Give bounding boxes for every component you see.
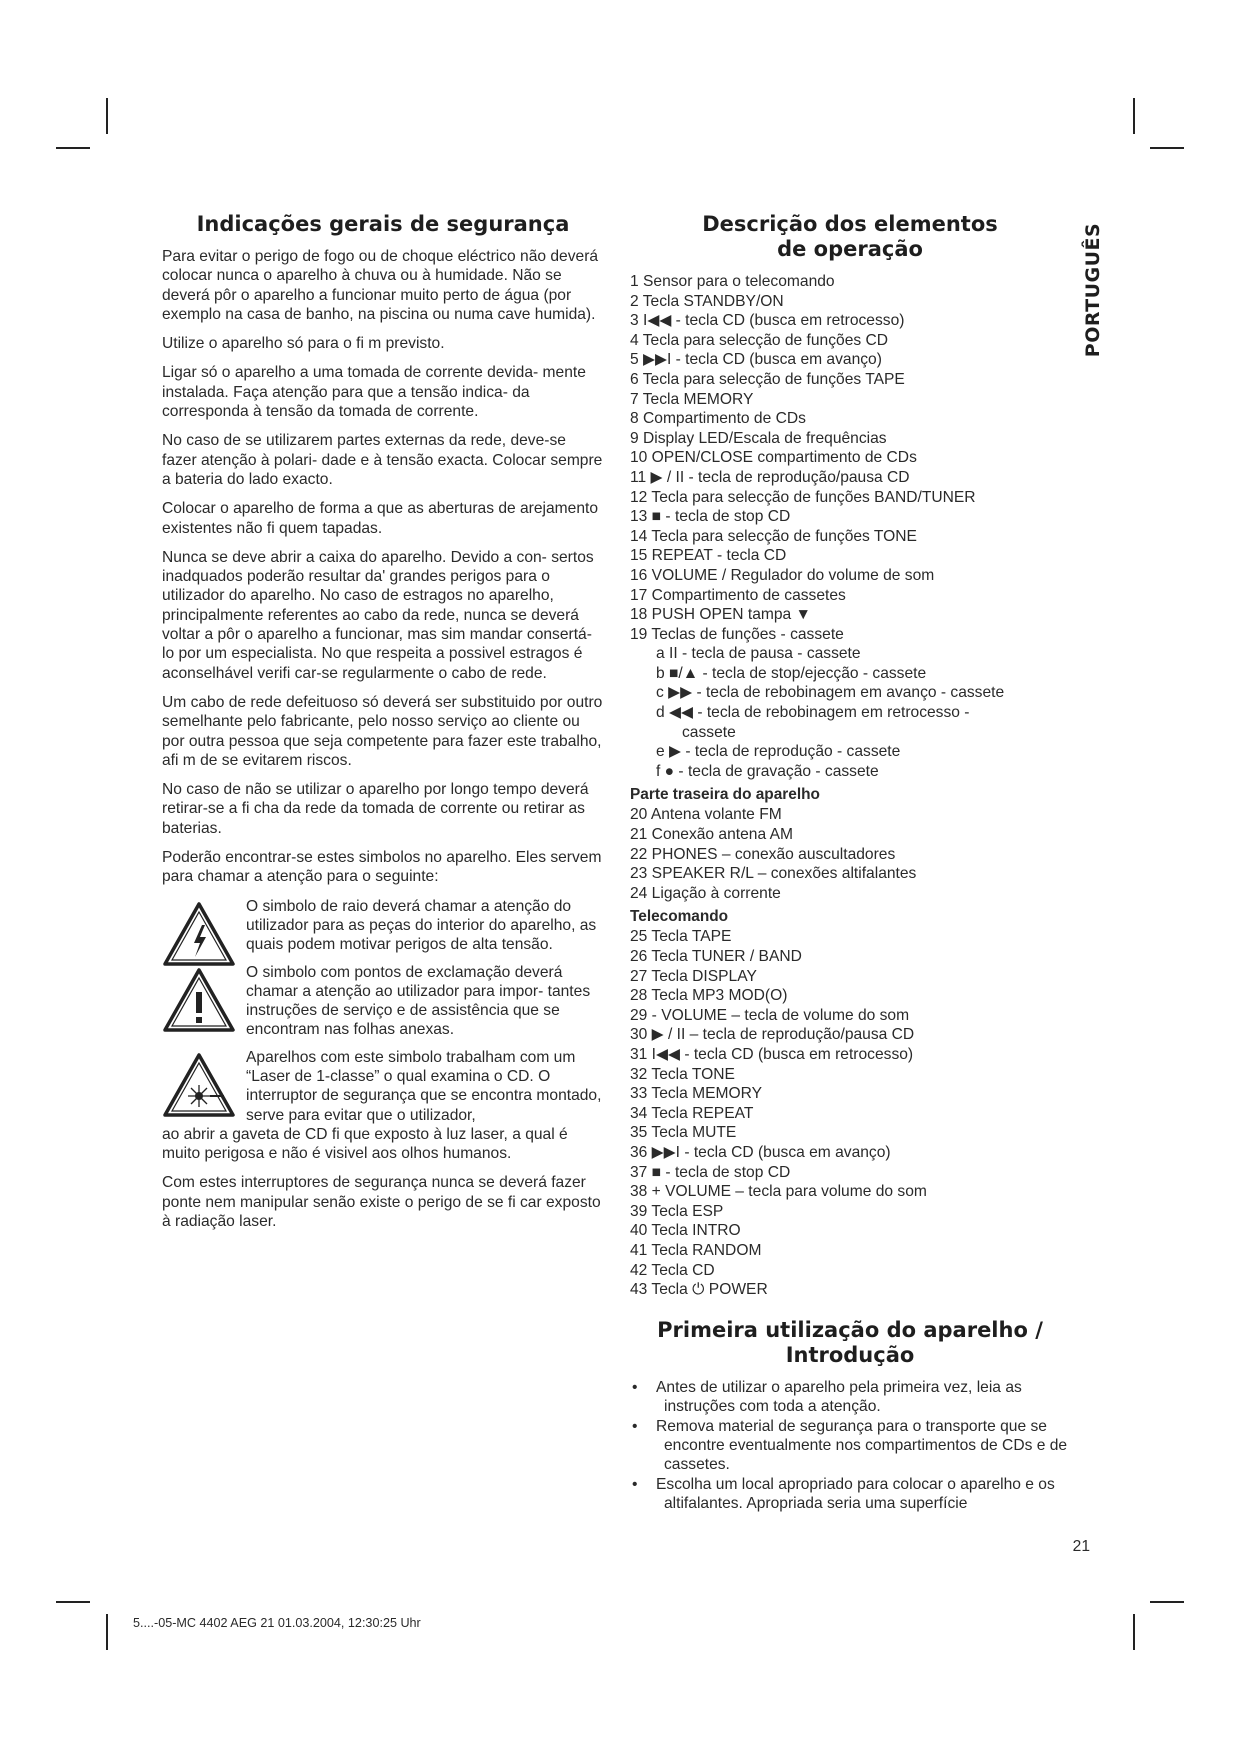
page-number: 21 [1072, 1538, 1090, 1555]
list-item: 14 Tecla para selecção de funções TONE [630, 527, 917, 545]
controls-title-line1: Descrição dos elementos [702, 212, 998, 236]
intro-title-line2: Introdução [785, 1342, 915, 1367]
bullet-icon: • [632, 1475, 638, 1493]
list-item: 16 VOLUME / Regulador do volume de som [630, 566, 935, 584]
list-item: 42 Tecla CD [630, 1261, 715, 1279]
crop-mark [106, 98, 108, 134]
list-item: 5 ▶▶I - tecla CD (busca em avanço) [630, 351, 882, 369]
cassette-key-item: c ▶▶ - tecla de rebobinagem em avanço - cassete [656, 684, 1005, 702]
language-tab [1081, 215, 1105, 365]
cassette-key-item-cont: cassete [682, 723, 736, 741]
list-item: 19 Teclas de funções - cassete [630, 625, 844, 643]
crop-mark [1133, 98, 1135, 134]
crop-mark [1150, 1601, 1184, 1603]
list-item: 29 - VOLUME – tecla de volume do som [630, 1006, 910, 1024]
bullet-item: • Antes de utilizar o aparelho pela primeira vez, leia as instruções com toda a atenção. [632, 1378, 1022, 1416]
list-item: 27 Tecla DISPLAY [630, 967, 757, 985]
exclamation-warning-icon [162, 967, 236, 1033]
laser-symbol-text: Aparelhos com este simbolo trabalham com um “Laser de 1-classe” o qual examina o CD. O interruptor de segurança que se encontra montado, serve para evitar que o utilizador, [246, 1048, 602, 1124]
crop-mark [1133, 1614, 1135, 1650]
list-item: 31 I◀◀ - tecla CD (busca em retrocesso) [630, 1045, 914, 1063]
list-item: 23 SPEAKER R/L – conexões altifalantes [630, 865, 917, 883]
list-item: 21 Conexão antena AM [630, 826, 793, 844]
laser-symbol-text-cont: ao abrir a gaveta de CD fi que exposto à luz laser, a qual é muito perigosa e não é visivel aos olhos humanos. [162, 1125, 568, 1163]
laser-warning-icon [162, 1052, 236, 1118]
list-item: 41 Tecla RANDOM [630, 1241, 762, 1259]
list-item: 6 Tecla para selecção de funções TAPE [630, 370, 905, 388]
list-item: 43 Tecla ⏻ POWER [630, 1281, 768, 1299]
bullet-icon: • [632, 1378, 638, 1396]
list-item: 11 ▶ / II - tecla de reprodução/pausa CD [630, 468, 910, 486]
cassette-key-item: f ● - tecla de gravação - cassete [656, 762, 879, 780]
safety-title: Indicações gerais de segurança [196, 212, 570, 236]
list-item: 33 Tecla MEMORY [630, 1085, 763, 1103]
cassette-key-item: e ▶ - tecla de reprodução - cassete [656, 743, 901, 761]
list-item: 32 Tecla TONE [630, 1065, 735, 1083]
remote-list [630, 927, 1070, 1299]
crop-mark [1150, 147, 1184, 149]
list-item: 34 Tecla REPEAT [630, 1104, 754, 1122]
rear-panel-list [630, 805, 1070, 903]
list-item: 3 I◀◀ - tecla CD (busca em retrocesso) [630, 312, 905, 330]
paragraph: Ligar só o aparelho a uma tomada de corrente devida- mente instalada. Faça atenção para que a tensão indica- da corresponda à tensão da tomada de corrente. [162, 364, 586, 421]
intro-title [630, 1318, 1070, 1368]
list-item: 13 ■ - tecla de stop CD [630, 508, 791, 526]
paragraph: Para evitar o perigo de fogo ou de choque eléctrico não deverá colocar nunca o aparelho à chuva ou à humidade. Não se deverá pôr o aparelho a funcionar muito perto de água (por exemplo na casa de banho, na piscina ou numa cave humida). [162, 248, 599, 323]
list-item: 40 Tecla INTRO [630, 1222, 741, 1240]
bullet-item: • Remova material de segurança para o transporte que se encontre eventualmente nos compartimentos de CDs e de cassetes. [632, 1417, 1068, 1474]
list-item: 38 + VOLUME – tecla para volume do som [630, 1183, 927, 1201]
crop-mark [56, 1601, 90, 1603]
lightning-symbol-text: O simbolo de raio deverá chamar a atenção do utilizador para as peças do interior do aparelho, as quais podem motivar perigos de alta tensão. [246, 897, 597, 954]
list-item: 37 ■ - tecla de stop CD [630, 1163, 791, 1181]
list-item: 36 ▶▶I - tecla CD (busca em avanço) [630, 1143, 891, 1161]
list-item: 39 Tecla ESP [630, 1202, 724, 1220]
list-item: 10 OPEN/CLOSE compartimento de CDs [630, 449, 917, 467]
list-item: 2 Tecla STANDBY/ON [630, 292, 784, 310]
list-item: 20 Antena volante FM [630, 806, 782, 824]
list-item: 30 ▶ / II – tecla de reprodução/pausa CD [630, 1026, 915, 1044]
list-item: 9 Display LED/Escala de frequências [630, 429, 887, 447]
paragraph: No caso de não se utilizar o aparelho por longo tempo deverá retirar-se a fi cha da rede da tomada de corrente ou retirar as baterias. [162, 781, 589, 837]
remote-heading: Telecomando [630, 908, 729, 926]
list-item: 17 Compartimento de cassetes [630, 586, 846, 604]
safety-column [162, 212, 604, 1241]
list-item: 1 Sensor para o telecomando [630, 273, 835, 290]
print-footer: 5....-05-MC 4402 AEG 21 01.03.2004, 12:30:25 Uhr [133, 1616, 421, 1630]
lightning-symbol-note [162, 897, 604, 955]
intro-title-line1: Primeira utilização do aparelho / [657, 1317, 1043, 1342]
list-item: 26 Tecla TUNER / BAND [630, 948, 802, 965]
paragraph: No caso de se utilizarem partes externas da rede, deve-se fazer atenção à polari- dade e à tensão exacta. Colocar sempre a bateria do lado exacto. [162, 432, 603, 488]
list-item: 28 Tecla MP3 MOD(O) [630, 987, 788, 1005]
crop-mark [106, 1614, 108, 1650]
paragraph: Nunca se deve abrir a caixa do aparelho. Devido a con- sertos inadquados poderão resultar da' grandes perigos para o utilizador do aparelho. No caso de estragos no aparelho, principalmente referentes ao cabo da rede, nunca se deverá voltar a pôr o aparelho a funcionar, mas sim mandar consertá-lo por um especialista. No que respeita a possivel estragos é aconselhável verifi car-se regularmente o cabo de rede. [162, 548, 594, 682]
controls-title-line2: de operação [777, 237, 923, 261]
controls-title [630, 212, 1070, 262]
language-label: PORTUGUÊS [1082, 222, 1104, 358]
controls-column [630, 212, 1070, 1514]
exclamation-symbol-note [162, 963, 604, 1040]
list-item: 8 Compartimento de CDs [630, 410, 806, 428]
list-item: 7 Tecla MEMORY [630, 390, 754, 408]
list-item: 12 Tecla para selecção de funções BAND/TUNER [630, 488, 976, 506]
list-item: 24 Ligação à corrente [630, 884, 781, 902]
laser-symbol-note [162, 1048, 604, 1164]
controls-list [630, 272, 1070, 781]
cassette-key-item: a II - tecla de pausa - cassete [656, 645, 861, 663]
exclamation-symbol-text: O simbolo com pontos de exclamação deverá chamar a atenção ao utilizador para impor- tantes instruções de serviço e de assistência que se encontram nas folhas anexas. [246, 963, 591, 1039]
bullet-icon: • [632, 1417, 638, 1435]
lightning-warning-icon [162, 901, 236, 967]
paragraph: Utilize o aparelho só para o fi m previsto. [162, 335, 445, 353]
paragraph: Com estes interruptores de segurança nunca se deverá fazer ponte nem manipular senão existe o perigo de se fi car exposto à radiação laser. [162, 1174, 601, 1231]
rear-panel-heading: Parte traseira do aparelho [630, 786, 820, 804]
list-item: 25 Tecla TAPE [630, 928, 732, 946]
list-item: 22 PHONES – conexão auscultadores [630, 845, 896, 863]
cassette-key-item: d ◀◀ - tecla de rebobinagem em retrocesso - [656, 704, 970, 722]
intro-bullet-list [630, 1378, 1070, 1514]
paragraph: Poderão encontrar-se estes simbolos no aparelho. Eles servem para chamar a atenção para o seguinte: [162, 849, 602, 886]
bullet-item: • Escolha um local apropriado para colocar o aparelho e os altifalantes. Apropriada seria uma superfície [632, 1475, 1055, 1513]
list-item: 4 Tecla para selecção de funções CD [630, 331, 889, 349]
list-item: 15 REPEAT - tecla CD [630, 547, 787, 565]
cassette-key-item: b ■/▲ - tecla de stop/ejecção - cassete [656, 664, 927, 682]
paragraph: Um cabo de rede defeituoso só deverá ser substituido por outro semelhante pelo fabricante, pelo nosso serviço ao cliente ou por outra pessoa que seja competente para fazer este trabalho, afi m de se evitarem riscos. [162, 693, 603, 769]
list-item: 35 Tecla MUTE [630, 1124, 737, 1142]
crop-mark [56, 147, 90, 149]
paragraph: Colocar o aparelho de forma a que as aberturas de arejamento existentes não fi quem tapadas. [162, 500, 599, 537]
list-item: 18 PUSH OPEN tampa ▼ [630, 606, 811, 624]
